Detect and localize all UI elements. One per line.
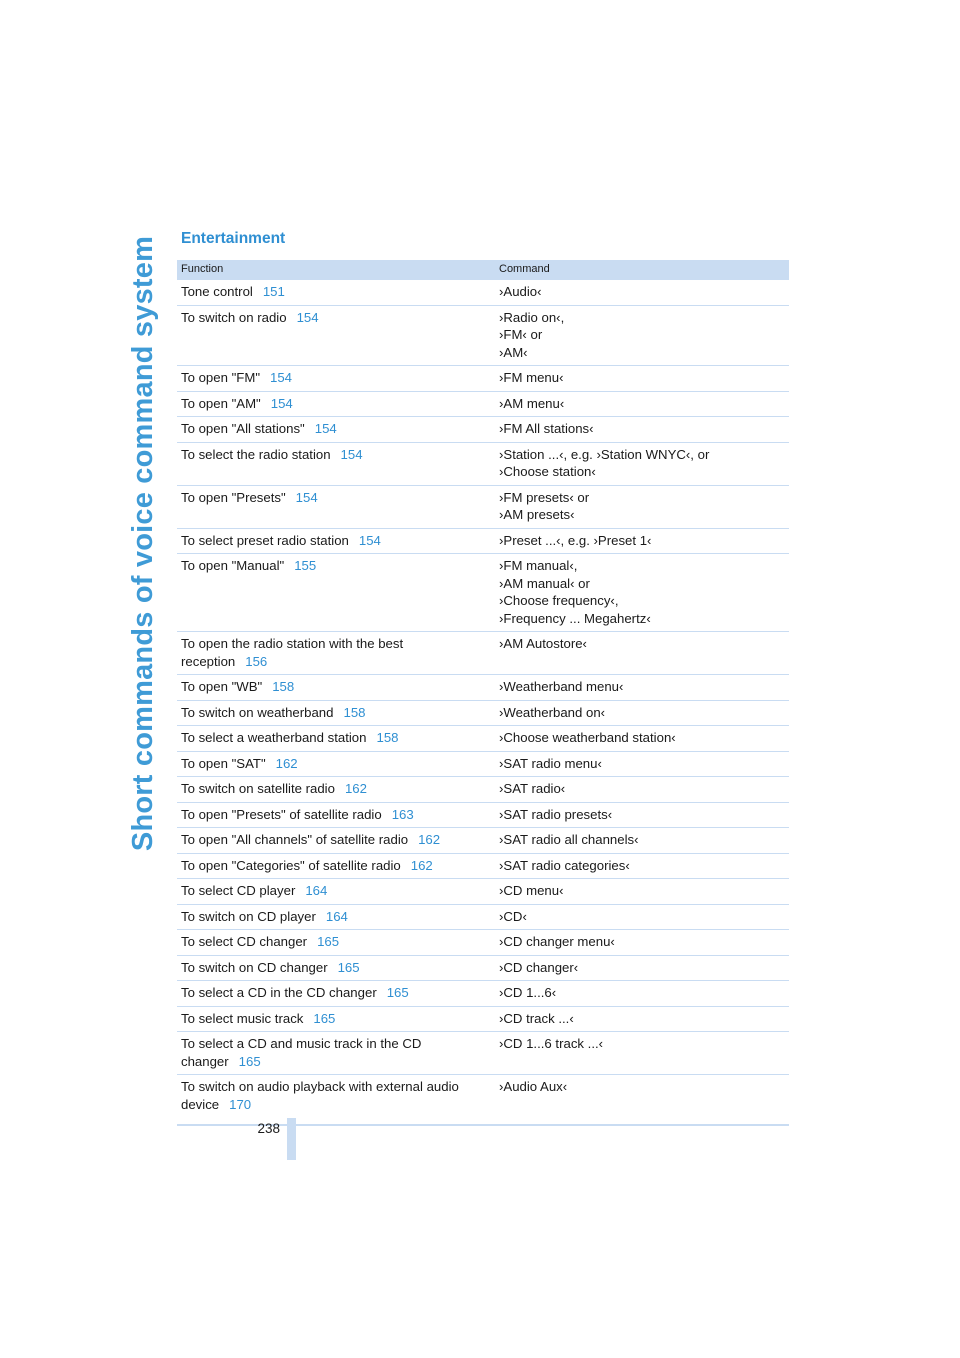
function-text: To switch on CD changer — [181, 959, 328, 975]
page-reference-link[interactable]: 154 — [270, 395, 293, 411]
command-cell — [495, 1032, 789, 1075]
function-text: To open "Presets" — [181, 489, 286, 505]
command-text: ›AM Autostore‹ — [499, 636, 587, 651]
function-cell — [177, 930, 495, 956]
sidebar-chapter-title — [126, 228, 162, 858]
command-cell — [495, 802, 789, 828]
command-text: ›AM presets‹ — [499, 507, 575, 522]
command-cell — [495, 280, 789, 305]
command-cell — [495, 828, 789, 854]
function-text: To select a CD in the CD changer — [181, 985, 377, 1000]
table-row — [177, 981, 789, 1007]
page-reference-link[interactable]: 165 — [337, 959, 360, 975]
command-text: ›CD menu‹ — [499, 883, 564, 898]
command-text: ›Choose frequency‹, — [499, 593, 619, 608]
command-cell — [495, 930, 789, 956]
command-cell — [495, 305, 789, 366]
function-cell — [177, 485, 495, 528]
command-text: ›CD 1...6‹ — [499, 985, 557, 1000]
function-text: To select a CD and music track in the CD changer — [181, 1036, 422, 1069]
command-text: ›FM presets‹ or — [499, 489, 590, 505]
command-text: ›Audio‹ — [499, 284, 542, 299]
function-text: To open "Categories" of satellite radio — [181, 857, 401, 873]
page-reference-link[interactable]: 158 — [343, 704, 366, 720]
page-reference-link[interactable]: 165 — [386, 985, 409, 1000]
table-row — [177, 528, 789, 554]
function-text: To open the radio station with the best reception — [181, 636, 404, 669]
function-text: To open "SAT" — [181, 755, 266, 771]
command-cell — [495, 726, 789, 752]
command-text: ›Audio Aux‹ — [499, 1079, 568, 1094]
function-text: To switch on weatherband — [181, 704, 334, 720]
command-text: ›Weatherband on‹ — [499, 704, 606, 720]
command-text: ›FM‹ or — [499, 327, 543, 342]
function-cell — [177, 879, 495, 905]
command-cell — [495, 554, 789, 632]
command-cell — [495, 904, 789, 930]
sidebar-title-text: Short commands of voice command system — [127, 235, 160, 851]
command-text: ›SAT radio categories‹ — [499, 857, 630, 873]
function-text: To switch on CD player — [181, 908, 316, 924]
command-cell — [495, 675, 789, 701]
table-row — [177, 930, 789, 956]
table-row — [177, 485, 789, 528]
function-cell — [177, 1075, 495, 1126]
command-text: ›AM‹ — [499, 344, 528, 360]
table-row — [177, 305, 789, 366]
page-reference-link[interactable]: 165 — [238, 1053, 261, 1069]
page-reference-link[interactable]: 156 — [245, 653, 268, 669]
table-row — [177, 879, 789, 905]
section-title: Entertainment — [181, 230, 286, 247]
function-text: To select the radio station — [181, 446, 331, 462]
command-cell — [495, 853, 789, 879]
command-text: ›FM menu‹ — [499, 370, 564, 385]
table-row — [177, 726, 789, 752]
command-text: ›CD‹ — [499, 908, 527, 924]
command-cell — [495, 777, 789, 803]
page-reference-link[interactable]: 165 — [317, 934, 340, 949]
page-reference-link[interactable]: 154 — [270, 370, 293, 385]
command-text: ›CD changer‹ — [499, 959, 579, 975]
table-row — [177, 280, 789, 305]
page-reference-link[interactable]: 165 — [313, 1010, 336, 1026]
table-row — [177, 1006, 789, 1032]
page-reference-link[interactable]: 154 — [296, 309, 319, 325]
header-command: Command — [495, 260, 789, 280]
function-text: To open "FM" — [181, 370, 260, 385]
command-text: ›CD changer menu‹ — [499, 934, 615, 949]
table-row — [177, 802, 789, 828]
table-header-row — [177, 260, 789, 280]
function-cell — [177, 802, 495, 828]
function-cell — [177, 1006, 495, 1032]
function-cell — [177, 442, 495, 485]
page-reference-link[interactable]: 170 — [229, 1096, 252, 1112]
table-row — [177, 1075, 789, 1126]
function-text: To switch on radio — [181, 309, 287, 325]
page-reference-link[interactable]: 158 — [272, 679, 295, 694]
table-row — [177, 853, 789, 879]
function-cell — [177, 554, 495, 632]
page-reference-link[interactable]: 162 — [410, 857, 433, 873]
command-cell — [495, 632, 789, 675]
function-cell — [177, 305, 495, 366]
command-text: ›SAT radio menu‹ — [499, 755, 602, 771]
page-reference-link[interactable]: 154 — [340, 446, 363, 462]
page-reference-link[interactable]: 154 — [314, 421, 337, 436]
function-cell — [177, 366, 495, 392]
command-text: ›SAT radio‹ — [499, 781, 566, 796]
table-row — [177, 554, 789, 632]
table-row — [177, 391, 789, 417]
command-cell — [495, 442, 789, 485]
table-row — [177, 675, 789, 701]
function-cell — [177, 777, 495, 803]
table-row — [177, 366, 789, 392]
table-row — [177, 632, 789, 675]
command-text: ›AM manual‹ or — [499, 575, 590, 591]
function-cell — [177, 528, 495, 554]
function-text: To select preset radio station — [181, 532, 349, 548]
command-cell — [495, 1006, 789, 1032]
function-text: To open "AM" — [181, 395, 261, 411]
command-cell — [495, 366, 789, 392]
command-cell — [495, 955, 789, 981]
function-cell — [177, 1032, 495, 1075]
table-row — [177, 904, 789, 930]
page-reference-link[interactable]: 162 — [344, 781, 367, 796]
function-cell — [177, 751, 495, 777]
command-cell — [495, 417, 789, 443]
function-cell — [177, 280, 495, 305]
function-cell — [177, 700, 495, 726]
table-row — [177, 442, 789, 485]
command-cell — [495, 528, 789, 554]
function-cell — [177, 675, 495, 701]
page-reference-link[interactable]: 151 — [262, 284, 285, 299]
function-text: To open "Manual" — [181, 558, 285, 573]
page-reference-link[interactable]: 154 — [358, 532, 381, 548]
header-function: Function — [177, 260, 495, 280]
command-text: ›AM menu‹ — [499, 395, 565, 411]
command-text: ›FM All stations‹ — [499, 421, 594, 436]
command-cell — [495, 700, 789, 726]
function-cell — [177, 853, 495, 879]
table-row — [177, 955, 789, 981]
command-text: ›Radio on‹, — [499, 309, 565, 325]
command-text: ›CD 1...6 track ...‹ — [499, 1036, 604, 1051]
command-text: ›SAT radio all channels‹ — [499, 832, 639, 847]
function-cell — [177, 981, 495, 1007]
command-text: ›SAT radio presets‹ — [499, 806, 613, 822]
page-reference-link[interactable]: 164 — [305, 883, 328, 898]
command-cell — [495, 981, 789, 1007]
command-text: ›CD track ...‹ — [499, 1010, 574, 1026]
page-reference-link[interactable]: 162 — [418, 832, 441, 847]
page-reference-link[interactable]: 155 — [294, 558, 317, 573]
function-cell — [177, 391, 495, 417]
table-row — [177, 417, 789, 443]
function-cell — [177, 904, 495, 930]
table-row — [177, 777, 789, 803]
function-cell — [177, 726, 495, 752]
page-reference-link[interactable]: 163 — [391, 806, 414, 822]
table-row — [177, 751, 789, 777]
table-row — [177, 828, 789, 854]
function-text: To open "WB" — [181, 679, 263, 694]
function-text: To select CD player — [181, 883, 296, 898]
function-cell — [177, 417, 495, 443]
function-cell — [177, 632, 495, 675]
page-number-bar — [287, 1118, 296, 1160]
function-cell — [177, 955, 495, 981]
command-text: ›FM manual‹, — [499, 558, 578, 573]
page-reference-link[interactable]: 158 — [376, 730, 399, 745]
function-text: To open "All channels" of satellite radio — [181, 832, 409, 847]
page-reference-link[interactable]: 154 — [295, 489, 318, 505]
function-text: To select music track — [181, 1010, 304, 1026]
table-row — [177, 700, 789, 726]
function-text: To select a weatherband station — [181, 730, 367, 745]
command-text: ›Choose station‹ — [499, 464, 596, 479]
command-cell — [495, 751, 789, 777]
function-text: Tone control — [181, 284, 253, 299]
command-text: ›Choose weatherband station‹ — [499, 730, 676, 745]
page-number: 238 — [257, 1121, 280, 1136]
voice-command-table — [177, 260, 789, 1126]
command-cell — [495, 485, 789, 528]
page-reference-link[interactable]: 162 — [275, 755, 298, 771]
command-text: ›Frequency ... Megahertz‹ — [499, 610, 651, 626]
function-text: To open "Presets" of satellite radio — [181, 806, 382, 822]
command-cell — [495, 1075, 789, 1126]
command-text: ›Preset ...‹, e.g. ›Preset 1‹ — [499, 532, 652, 548]
table-row — [177, 1032, 789, 1075]
function-text: To switch on satellite radio — [181, 781, 335, 796]
command-text: ›Weatherband menu‹ — [499, 679, 624, 694]
command-text: ›Station ...‹, e.g. ›Station WNYC‹, or — [499, 446, 710, 462]
command-cell — [495, 391, 789, 417]
function-cell — [177, 828, 495, 854]
function-text: To select CD changer — [181, 934, 308, 949]
function-text: To switch on audio playback with external audio device — [181, 1079, 459, 1112]
page-reference-link[interactable]: 164 — [325, 908, 348, 924]
command-cell — [495, 879, 789, 905]
function-text: To open "All stations" — [181, 421, 305, 436]
